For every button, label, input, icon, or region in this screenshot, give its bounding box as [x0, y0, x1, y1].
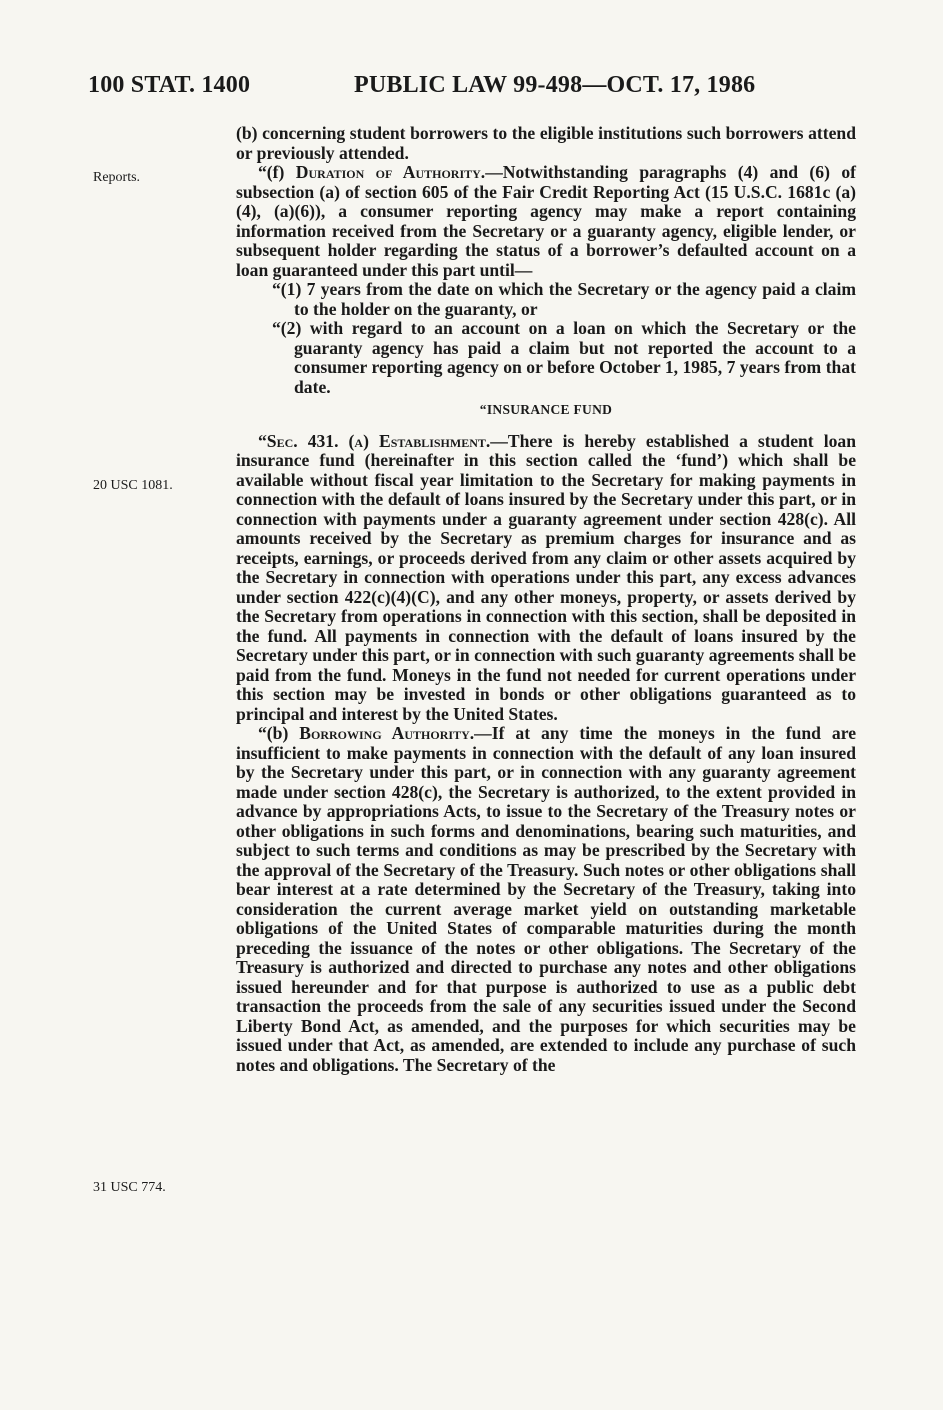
section-431-a: [236, 432, 856, 725]
section-431-heading: Establishment.: [379, 430, 491, 451]
section-heading: “INSURANCE FUND: [479, 402, 613, 417]
margin-note-usc-1081: 20 USC 1081.: [93, 478, 173, 493]
paragraph-f-heading: Duration of Authority.: [295, 162, 486, 182]
paragraph-b-borrowing-heading: Borrowing Authority.: [299, 723, 475, 743]
paragraph-b-borrowing: [236, 724, 856, 1075]
paragraph-b-borrowing-lead: “(b): [258, 723, 300, 743]
stat-page-number: 100 STAT. 1400: [88, 72, 251, 98]
section-431-lead: “Sec. 431. (a): [258, 430, 380, 451]
margin-note-usc-774: 31 USC 774.: [93, 1180, 166, 1195]
section-431-text: —There is hereby established a student loan insurance fund (hereinafter in this section called the ‘fund’) which shall be available without fiscal year limitation to the Secretary for making payments in connection with the default of loans insured by the Secretary under this part, or in connection with payments under a guaranty agreement under section 428(c). All amounts received by the Secretary as premium charges for insurance and as receipts, earnings, or proceeds derived from any claim or other assets acquired by the Secretary in connection with operations under this part, any excess advances under section 422(c)(4)(C), and any other moneys, property, or assets derived by the Secretary from operations in connection with this section, shall be deposited in the fund. All payments in connection with the default of loans insured by the Secretary under this part, or in connection with such guaranty agreements shall be paid from the fund. Moneys in the fund not needed for current operations under this section may be invested in bonds or other obligations guaranteed as to principal and interest by the United States.: [236, 430, 856, 724]
paragraph-f-lead: “(f): [258, 162, 296, 182]
paragraph-f: [236, 163, 856, 280]
paragraph-b-borrowing-text: —If at any time the moneys in the fund are insufficient to make payments in connection with the default of any loan insured by the Secretary under this part, or in connection with any guaranty agreement made under section 428(c), the Secretary is authorized, to the extent provided in advance by appropriations Acts, to issue to the Secretary of the Treasury notes or other obligations in such forms and denominations, bearing such maturities, and subject to such terms and conditions as may be prescribed by the Secretary with the approval of the Secretary of the Treasury. Such notes or other obligations shall bear interest at a rate determined by the Secretary of the Treasury, taking into consideration the current average market yield on outstanding marketable obligations of the United States of comparable maturities during the month preceding the issuance of the notes or other obligations. The Secretary of the Treasury is authorized and directed to purchase any notes and other obligations issued hereunder and for that purpose is authorized to use as a public debt transaction the proceeds from the sale of any securities issued under the Second Liberty Bond Act, as amended, and the purposes for which securities may be issued under that Act, as amended, are extended to include any purchase of such notes and obligations. The Secretary of the: [236, 723, 857, 1075]
page-header: [88, 72, 858, 106]
body-text: [236, 124, 856, 1075]
paragraph-b-continued: (b) concerning student borrowers to the eligible institutions such borrowers attend or previously attended.: [236, 123, 856, 163]
list-item-2: “(2) with regard to an account on a loan on which the Secretary or the guaranty agency has paid a claim but not reported the account to a consumer reporting agency on or before October 1, 1985, 7 years from that date.: [272, 318, 856, 397]
margin-note-reports: Reports.: [93, 170, 141, 185]
law-title: PUBLIC LAW 99-498—OCT. 17, 1986: [354, 72, 756, 98]
paragraph-f-text: —Notwithstanding paragraphs (4) and (6) of subsection (a) of section 605 of the Fair Credit Reporting Act (15 U.S.C. 1681c (a)(4), (a)(6)), a consumer reporting agency may make a report containing information received from the Secretary or a guaranty agency, eligible lender, or subsequent holder regarding the status of a borrower’s defaulted account on a loan guaranteed under this part until—: [236, 162, 856, 280]
list-item-1: “(1) 7 years from the date on which the Secretary or the agency paid a claim to the holder on the guaranty, or: [272, 279, 856, 319]
